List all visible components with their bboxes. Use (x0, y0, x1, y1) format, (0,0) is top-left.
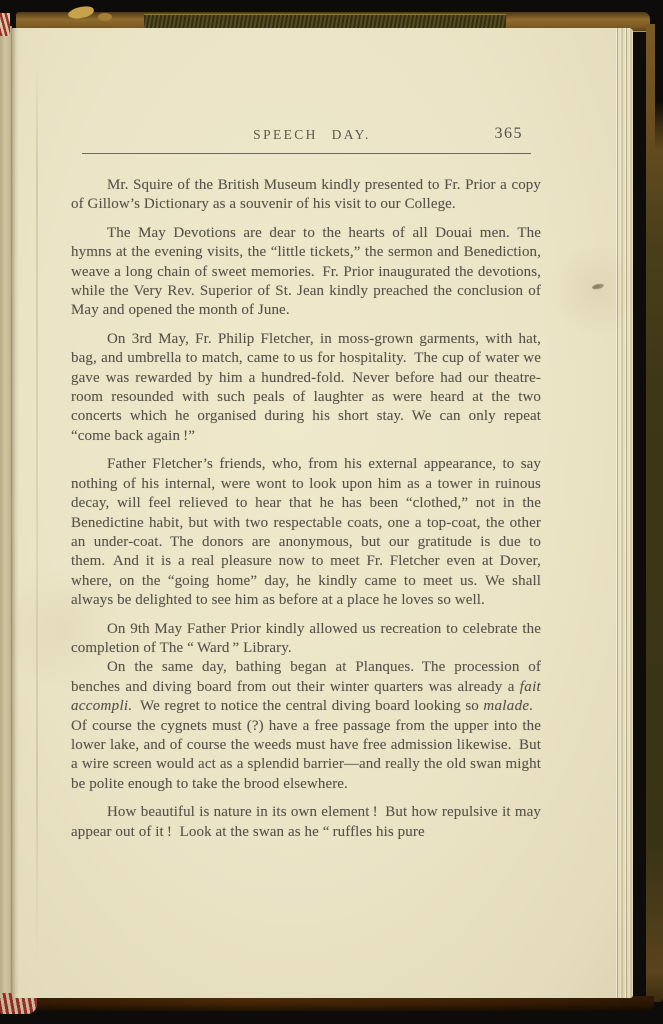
header-rule (82, 153, 531, 154)
cover-fray-detail (98, 13, 112, 21)
page-crease (36, 64, 38, 964)
page-number: 365 (494, 125, 523, 142)
paragraph (71, 455, 541, 610)
text-run: On 3rd May, Fr. Philip Fletcher, in moss-grown garments, with hat, bag, and umbrella to match, came to us for hospitality. The cup of water we gave was rewarded by him a hundred-fold. Never before had our theatre-room resounded with such peals of laughter as were heard at the two concerts which he organised during his short stay. We can only repeat “come back again !” (71, 330, 541, 444)
paragraph (71, 620, 541, 659)
text-run: The May Devotions are dear to the hearts of all Douai men. The hymns at the evening visits, the “little tickets,” the sermon and Benediction, weave a long chain of sweet memories. Fr. Prior inaugurated the devotions, while the Very Rev. Superior of St. Jean kindly preached the conclusion of May and opened the month of June. (71, 224, 541, 319)
paragraph-list (71, 176, 541, 842)
text-run: We regret to notice the central diving board looking so (132, 698, 484, 715)
text-run: How beautiful is nature in its own element ! But how repulsive it may appear out of it ! Look at the swan as he “ ruffles his pure (71, 804, 541, 840)
page-edge-stack (616, 28, 633, 998)
facing-page-stack (0, 26, 12, 1000)
gutter-crease (12, 28, 19, 998)
italic-text-run: fait accompli. (71, 678, 541, 715)
text-run: Mr. Squire of the British Museum kindly presented to Fr. Prior a copy of Gillow’s Dictionary as a souvenir of his visit to our College. (71, 177, 541, 213)
book-cover-bottom-edge (14, 996, 654, 1011)
background-shadow-wedge (655, 24, 663, 164)
paragraph (71, 658, 541, 794)
paragraph (71, 224, 541, 321)
italic-text-run: malade. (483, 698, 534, 715)
page-content (71, 126, 541, 842)
text-run: Father Fletcher’s friends, who, from his external appearance, to say nothing of his internal, were wont to look upon him as a tower in ruinous decay, will feel relieved to hear that he has been “clothed,” not in the Benedictine habit, but with two respectable coats, one a top-coat, the other an under-coat. The donors are anonymous, but our gratitude is due to them. And it is a real pleasure now to meet Fr. Fletcher even at Dover, where, on the “going home” day, he kindly came to meet us. We shall always be delighted to see him as before at a place he loves so well. (71, 456, 541, 609)
book-cover-right-edge (646, 24, 663, 1002)
ink-smudge (592, 283, 605, 290)
book-page (12, 28, 633, 998)
paragraph (71, 176, 541, 215)
running-header (71, 126, 541, 146)
paragraph (71, 803, 541, 842)
paragraph (71, 330, 541, 446)
text-run: On the same day, bathing began at Planques. The procession of benches and diving board from out their winter quarters was already a (71, 659, 541, 695)
text-run: Of course the cygnets must (?) have a free passage from the upper into the lower lake, and of course the weeds must have free admission likewise. But a wire screen would act as a splendid barrier—and really the old swan might be polite enough to take the brood elsewhere. (71, 698, 541, 792)
text-run: On 9th May Father Prior kindly allowed us recreation to celebrate the completion of The “ Ward ” Library. (71, 620, 541, 656)
headband-top (0, 13, 10, 36)
running-header-title: SPEECH DAY. (253, 127, 371, 142)
